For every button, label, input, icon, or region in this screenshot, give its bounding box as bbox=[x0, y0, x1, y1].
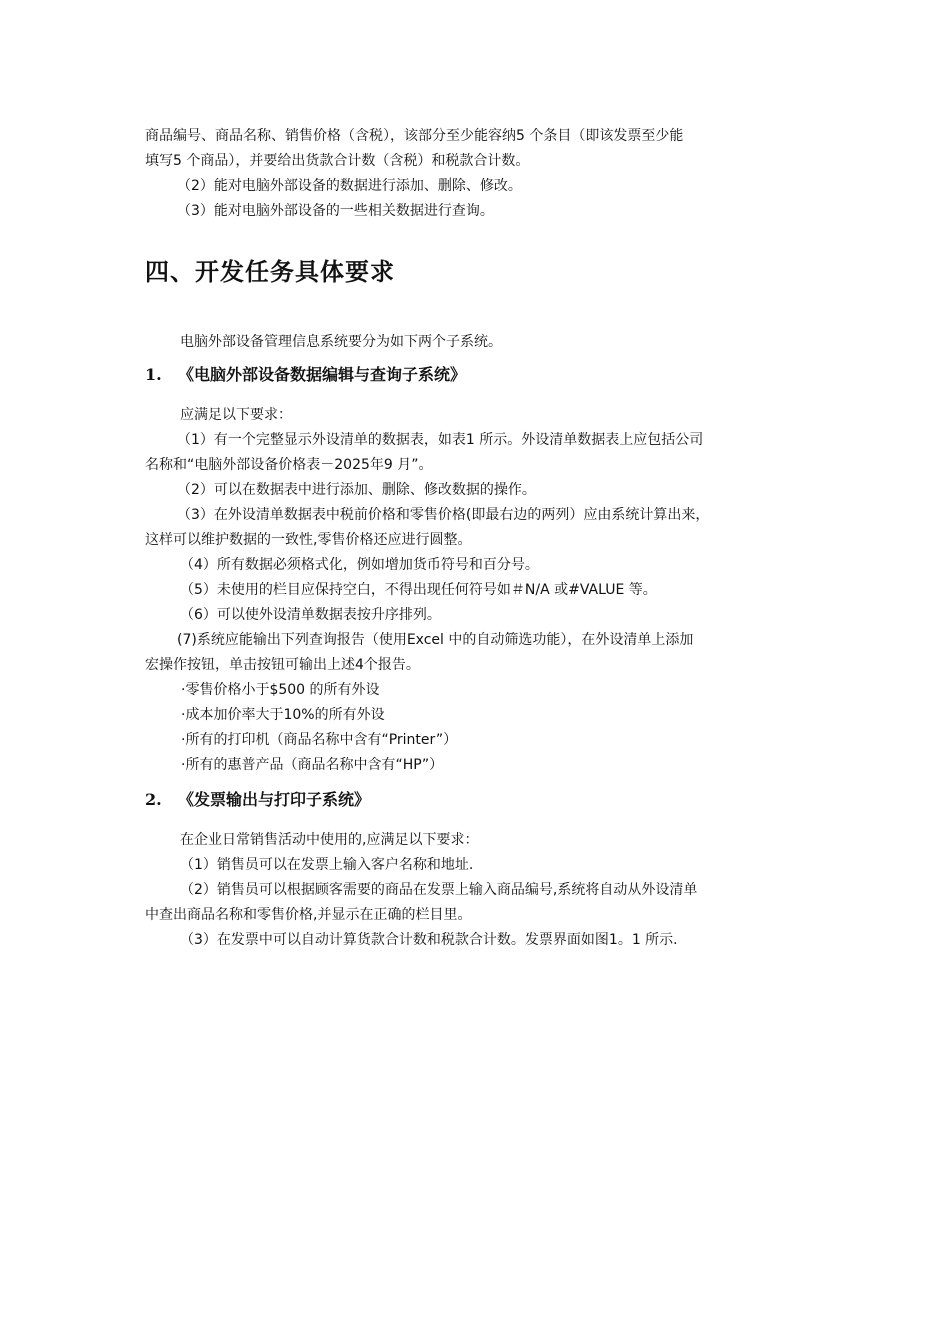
section-heading: 四、开发任务具体要求 bbox=[145, 258, 395, 286]
requirement-line: 在企业日常销售活动中使用的,应满足以下要求： bbox=[180, 832, 479, 848]
subsystem1-number: 1. bbox=[145, 365, 162, 384]
report-bullet: ·所有的打印机（商品名称中含有“Printer”） bbox=[181, 732, 458, 748]
requirement-line: 宏操作按钮，单击按钮可输出上述4个报告。 bbox=[145, 657, 420, 673]
requirement-line: 应满足以下要求： bbox=[180, 407, 292, 423]
intro-line: （3）能对电脑外部设备的一些相关数据进行查询。 bbox=[177, 203, 494, 219]
section-intro: 电脑外部设备管理信息系统要分为如下两个子系统。 bbox=[180, 334, 502, 350]
requirement-line: 这样可以维护数据的一致性,零售价格还应进行圆整。 bbox=[145, 532, 472, 548]
intro-line: 填写5 个商品），并要给出货款合计数（含税）和税款合计数。 bbox=[145, 153, 530, 169]
subsystem2-title: 《发票输出与打印子系统》 bbox=[178, 790, 371, 809]
requirement-line: （3）在发票中可以自动计算货款合计数和税款合计数。发票界面如图1。1 所示. bbox=[180, 932, 678, 948]
report-bullet: ·零售价格小于$500 的所有外设 bbox=[181, 682, 380, 698]
report-bullet: ·成本加价率大于10%的所有外设 bbox=[181, 707, 385, 723]
intro-line: （2）能对电脑外部设备的数据进行添加、删除、修改。 bbox=[177, 178, 522, 194]
requirement-line: （5）未使用的栏目应保持空白，不得出现任何符号如＃N/A 或#VALUE 等。 bbox=[180, 582, 657, 598]
requirement-line: (7)系统应能输出下列查询报告（使用Excel 中的自动筛选功能），在外设清单上添加 bbox=[177, 632, 694, 648]
requirement-line: （2）可以在数据表中进行添加、删除、修改数据的操作。 bbox=[177, 482, 536, 498]
requirement-line: （2）销售员可以根据顾客需要的商品在发票上输入商品编号,系统将自动从外设清单 bbox=[180, 882, 698, 898]
subsystem1-heading bbox=[145, 363, 805, 387]
requirement-line: 名称和“电脑外部设备价格表－2025年9 月”。 bbox=[145, 457, 433, 473]
subsystem2-number: 2. bbox=[145, 790, 162, 809]
subsystem1-title: 《电脑外部设备数据编辑与查询子系统》 bbox=[178, 365, 467, 384]
subsystem2-heading bbox=[145, 788, 805, 812]
requirement-line: （4）所有数据必须格式化，例如增加货币符号和百分号。 bbox=[180, 557, 539, 573]
intro-line: 商品编号、商品名称、销售价格（含税），该部分至少能容纳5 个条目（即该发票至少能 bbox=[145, 128, 684, 144]
requirement-line: （3）在外设清单数据表中税前价格和零售价格(即最右边的两列）应由系统计算出来， bbox=[177, 507, 710, 523]
requirement-line: （1）有一个完整显示外设清单的数据表，如表1 所示。外设清单数据表上应包括公司 bbox=[177, 432, 704, 448]
requirement-line: 中查出商品名称和零售价格,并显示在正确的栏目里。 bbox=[145, 907, 472, 923]
document-body bbox=[145, 124, 805, 953]
requirement-line: （6）可以使外设清单数据表按升序排列。 bbox=[180, 607, 441, 623]
requirement-line: （1）销售员可以在发票上输入客户名称和地址. bbox=[180, 857, 474, 873]
report-bullet: ·所有的惠普产品（商品名称中含有“HP”） bbox=[181, 757, 444, 773]
